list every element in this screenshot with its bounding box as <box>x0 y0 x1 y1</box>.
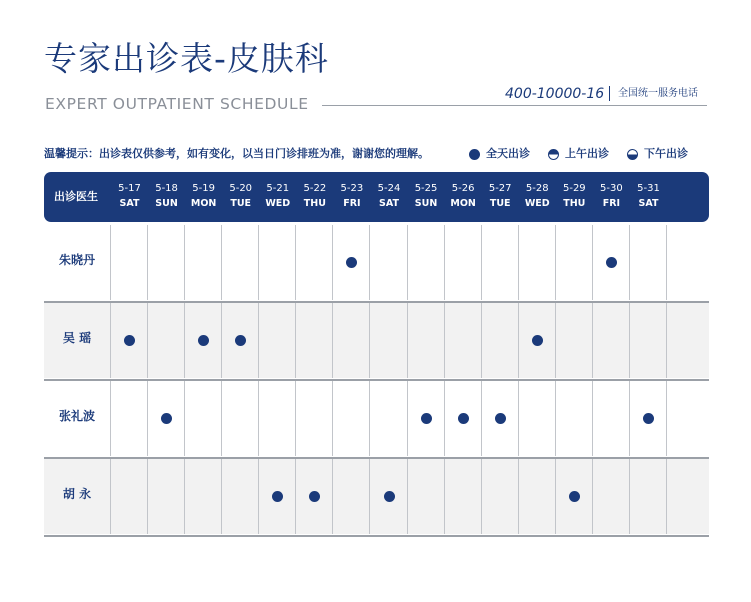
grid-line <box>555 459 556 534</box>
grid-line <box>444 225 445 300</box>
phone-separator <box>609 86 610 101</box>
grid-line <box>295 381 296 456</box>
grid-line <box>555 303 556 378</box>
grid-line <box>184 303 185 378</box>
morning-icon <box>548 149 559 160</box>
grid-line <box>518 459 519 534</box>
grid-line <box>332 459 333 534</box>
day-date: 5-18 <box>155 183 178 194</box>
schedule-dot <box>606 257 617 268</box>
grid-line <box>666 303 667 378</box>
grid-line <box>110 303 111 378</box>
schedule-dot <box>272 491 283 502</box>
subtitle-divider <box>322 105 707 106</box>
page-title: 专家出诊表-皮肤科 <box>44 39 329 78</box>
grid-line <box>629 303 630 378</box>
day-header-11 <box>482 184 519 209</box>
day-weekday: THU <box>563 198 586 209</box>
grid-line <box>295 303 296 378</box>
day-weekday: SAT <box>638 198 659 209</box>
grid-line <box>629 225 630 300</box>
grid-line <box>369 459 370 534</box>
grid-line <box>407 459 408 534</box>
grid-line <box>555 381 556 456</box>
schedule-dot <box>495 413 506 424</box>
grid-line <box>666 459 667 534</box>
day-date: 5-30 <box>600 183 623 194</box>
day-header-12 <box>519 184 556 209</box>
legend-label: 下午出诊 <box>644 147 688 160</box>
schedule-dot <box>458 413 469 424</box>
grid-line <box>555 225 556 300</box>
grid-line <box>147 225 148 300</box>
grid-line <box>332 225 333 300</box>
grid-line <box>629 381 630 456</box>
grid-line <box>444 381 445 456</box>
day-weekday: WED <box>524 198 550 209</box>
grid-line <box>518 225 519 300</box>
schedule-dot <box>643 413 654 424</box>
grid-line <box>184 459 185 534</box>
grid-line <box>258 303 259 378</box>
legend-afternoon <box>627 147 688 161</box>
schedule-dot <box>569 491 580 502</box>
day-date: 5-28 <box>525 183 549 194</box>
day-weekday: FRI <box>343 198 361 209</box>
legend-label: 上午出诊 <box>565 147 609 160</box>
service-phone-label: 全国统一服务电话 <box>618 88 698 99</box>
grid-line <box>369 225 370 300</box>
day-weekday: SAT <box>379 198 399 209</box>
table-row <box>44 225 709 300</box>
table-row <box>44 303 709 378</box>
schedule-dot <box>235 335 246 346</box>
grid-line <box>592 459 593 534</box>
day-header-13 <box>556 184 593 209</box>
schedule-dot <box>532 335 543 346</box>
grid-line <box>221 459 222 534</box>
grid-line <box>481 225 482 300</box>
grid-line <box>258 459 259 534</box>
day-header-7 <box>333 184 370 209</box>
day-date: 5-24 <box>377 183 401 194</box>
grid-line <box>147 303 148 378</box>
day-weekday: TUE <box>489 198 511 209</box>
service-phone: 400-10000-16 <box>505 86 605 102</box>
table-row <box>44 381 709 456</box>
day-weekday: SUN <box>414 198 438 209</box>
grid-line <box>295 459 296 534</box>
day-header-8 <box>370 184 407 209</box>
day-header-3 <box>185 184 222 209</box>
day-header-2 <box>148 184 185 209</box>
grid-line <box>332 381 333 456</box>
day-header-4 <box>222 184 259 209</box>
schedule-dot <box>124 335 135 346</box>
full-day-icon <box>469 149 480 160</box>
day-date: 5-22 <box>303 183 327 194</box>
grid-line <box>407 225 408 300</box>
day-date: 5-17 <box>118 183 141 194</box>
schedule-dot <box>384 491 395 502</box>
grid-line <box>629 459 630 534</box>
day-header-9 <box>408 184 445 209</box>
notice-text: 温馨提示：出诊表仅供参考，如有变化，以当日门诊排班为准，谢谢您的理解。 <box>44 147 429 160</box>
grid-line <box>147 381 148 456</box>
grid-line <box>221 303 222 378</box>
day-header-1 <box>111 184 148 209</box>
day-header-15 <box>630 184 667 209</box>
day-date: 5-19 <box>192 183 215 194</box>
doctor-name: 胡 永 <box>62 486 92 501</box>
grid-line <box>518 303 519 378</box>
grid-line <box>110 381 111 456</box>
grid-line <box>147 459 148 534</box>
day-date: 5-27 <box>488 183 512 194</box>
grid-line <box>481 303 482 378</box>
grid-line <box>592 381 593 456</box>
legend-label: 全天出诊 <box>486 147 530 160</box>
day-weekday: THU <box>303 198 326 209</box>
schedule-dot <box>309 491 320 502</box>
grid-line <box>369 303 370 378</box>
day-date: 5-26 <box>451 183 475 194</box>
schedule-dot <box>198 335 209 346</box>
page-subtitle: EXPERT OUTPATIENT SCHEDULE <box>45 95 309 113</box>
schedule-dot <box>161 413 172 424</box>
grid-line <box>332 303 333 378</box>
grid-line <box>110 225 111 300</box>
table-row <box>44 459 709 534</box>
row-divider <box>44 535 709 537</box>
grid-line <box>666 225 667 300</box>
day-weekday: SAT <box>119 198 140 209</box>
day-date: 5-25 <box>414 183 438 194</box>
day-date: 5-29 <box>562 183 586 194</box>
grid-line <box>221 225 222 300</box>
grid-line <box>184 381 185 456</box>
day-date: 5-20 <box>229 183 253 194</box>
grid-line <box>481 381 482 456</box>
day-weekday: MON <box>450 198 476 209</box>
doctor-name: 吴 瑶 <box>62 330 92 345</box>
day-date: 5-23 <box>340 183 364 194</box>
schedule-dot <box>421 413 432 424</box>
day-header-14 <box>593 184 630 209</box>
day-header-10 <box>445 184 482 209</box>
day-header-5 <box>259 184 296 209</box>
grid-line <box>592 303 593 378</box>
day-weekday: TUE <box>230 198 252 209</box>
grid-line <box>110 459 111 534</box>
table-header <box>44 172 709 222</box>
day-date: 5-31 <box>637 183 660 194</box>
grid-line <box>407 303 408 378</box>
grid-line <box>407 381 408 456</box>
grid-line <box>258 381 259 456</box>
legend-full-day <box>469 147 530 161</box>
grid-line <box>444 303 445 378</box>
grid-line <box>518 381 519 456</box>
day-header-6 <box>296 184 333 209</box>
afternoon-icon <box>627 149 638 160</box>
day-weekday: SUN <box>155 198 178 209</box>
legend-morning <box>548 147 609 161</box>
schedule-dot <box>346 257 357 268</box>
doctor-column-header: 出诊医生 <box>54 190 98 203</box>
grid-line <box>592 225 593 300</box>
day-weekday: WED <box>265 198 291 209</box>
grid-line <box>295 225 296 300</box>
day-date: 5-21 <box>266 183 290 194</box>
grid-line <box>184 225 185 300</box>
grid-line <box>444 459 445 534</box>
grid-line <box>258 225 259 300</box>
day-weekday: MON <box>190 198 217 209</box>
day-weekday: FRI <box>602 198 621 209</box>
doctor-name: 朱晓丹 <box>58 252 95 267</box>
grid-line <box>369 381 370 456</box>
doctor-name: 张礼波 <box>58 408 95 423</box>
grid-line <box>481 459 482 534</box>
grid-line <box>221 381 222 456</box>
grid-line <box>666 381 667 456</box>
